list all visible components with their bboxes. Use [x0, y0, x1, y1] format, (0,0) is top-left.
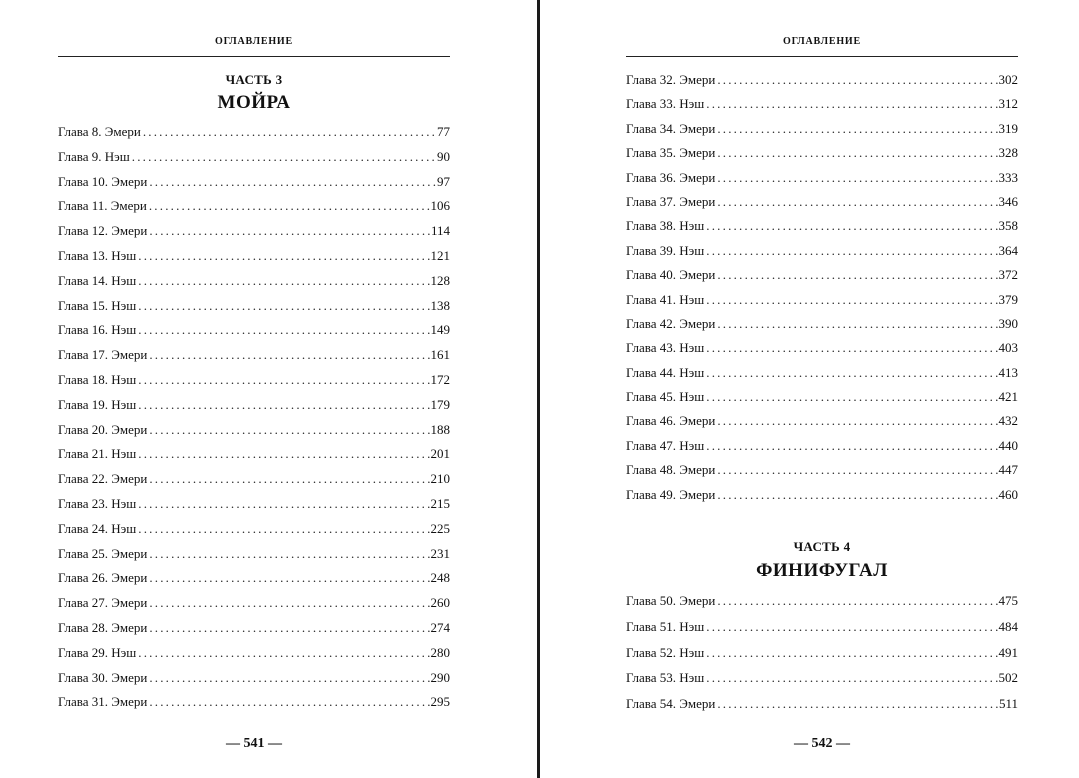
chapter-title: Глава 26. Эмери [58, 570, 148, 586]
chapter-page-number: 475 [998, 593, 1018, 608]
dot-leader [136, 442, 430, 467]
chapter-title: Глава 39. Нэш [626, 242, 705, 258]
chapter-page-number: 121 [430, 247, 450, 263]
toc-entry [58, 566, 450, 591]
chapter-title: Глава 12. Эмери [58, 223, 148, 239]
toc-entry [58, 418, 450, 443]
chapter-page-number: 346 [998, 193, 1018, 209]
chapter-page-number: 390 [998, 315, 1018, 331]
toc-entry [58, 467, 450, 492]
chapter-page-number: 403 [998, 340, 1018, 356]
dot-leader [715, 141, 998, 165]
chapter-title: Глава 37. Эмери [626, 193, 716, 209]
chapter-title: Глава 44. Нэш [626, 364, 705, 380]
chapter-title: Глава 29. Нэш [58, 644, 137, 660]
dot-leader [136, 318, 430, 343]
chapter-title: Глава 43. Нэш [626, 340, 705, 356]
part-label: ЧАСТЬ 4 [793, 539, 851, 554]
toc-list [626, 68, 1018, 507]
dot-leader [147, 170, 437, 195]
dot-leader [715, 166, 998, 190]
chapter-title: Глава 10. Эмери [58, 173, 148, 189]
chapter-title: Глава 35. Эмери [626, 145, 716, 161]
dot-leader [704, 288, 998, 312]
toc-entry [58, 517, 450, 542]
toc-entry [58, 219, 450, 244]
chapter-title: Глава 9. Нэш [58, 148, 130, 164]
toc-entry [58, 690, 450, 715]
chapter-title: Глава 11. Эмери [58, 198, 147, 214]
dot-leader [704, 336, 998, 360]
toc-entry [58, 591, 450, 616]
chapter-title: Глава 16. Нэш [58, 322, 137, 338]
chapter-title: Глава 19. Нэш [58, 396, 137, 412]
chapter-page-number: 280 [430, 644, 450, 660]
chapter-page-number: 295 [430, 694, 450, 710]
dot-leader [704, 361, 998, 385]
chapter-page-number: 290 [430, 669, 450, 685]
toc-entry [58, 616, 450, 641]
toc-entry [58, 170, 450, 195]
toc-entry [626, 288, 1018, 312]
dot-leader [704, 614, 998, 640]
toc-entry [626, 117, 1018, 141]
chapter-page-number: 210 [430, 471, 450, 487]
dot-leader [147, 542, 430, 567]
chapter-title: Глава 50. Эмери [626, 593, 716, 608]
chapter-title: Глава 23. Нэш [58, 495, 137, 511]
toc-entry [626, 409, 1018, 433]
toc-entry [58, 666, 450, 691]
chapter-page-number: 511 [998, 696, 1018, 712]
toc-entry [626, 312, 1018, 336]
header-rule [58, 56, 450, 57]
part-title: МОЙРА [217, 92, 291, 113]
dot-leader [147, 343, 430, 368]
chapter-page-number: 215 [430, 495, 450, 511]
dot-leader [136, 294, 430, 319]
toc-entry [626, 336, 1018, 360]
dot-leader [136, 393, 430, 418]
toc-list [58, 120, 450, 715]
chapter-page-number: 333 [998, 169, 1018, 185]
dot-leader [136, 269, 430, 294]
chapter-page-number: 432 [998, 413, 1018, 429]
toc-entry [626, 239, 1018, 263]
chapter-title: Глава 28. Эмери [58, 619, 148, 635]
chapter-title: Глава 40. Эмери [626, 267, 716, 283]
toc-entry [58, 343, 450, 368]
chapter-page-number: 106 [430, 198, 450, 214]
page-number: — 542 — [794, 736, 850, 751]
dot-leader [147, 418, 430, 443]
toc-entry [626, 190, 1018, 214]
toc-entry [58, 318, 450, 343]
chapter-title: Глава 18. Нэш [58, 371, 137, 387]
toc-entry [626, 166, 1018, 190]
chapter-title: Глава 51. Нэш [626, 618, 705, 634]
chapter-title: Глава 48. Эмери [626, 462, 716, 478]
chapter-page-number: 201 [430, 446, 450, 462]
chapter-title: Глава 13. Нэш [58, 247, 137, 263]
chapter-title: Глава 52. Нэш [626, 644, 705, 660]
dot-leader [715, 691, 999, 717]
chapter-page-number: 319 [998, 120, 1018, 136]
dot-leader [715, 68, 998, 92]
dot-leader [715, 409, 998, 433]
toc-entry [58, 120, 450, 145]
toc-entry [626, 92, 1018, 116]
chapter-title: Глава 27. Эмери [58, 595, 148, 611]
toc-entry [626, 141, 1018, 165]
toc-entry [626, 214, 1018, 238]
toc-entry [58, 492, 450, 517]
chapter-page-number: 260 [430, 595, 450, 611]
chapter-page-number: 491 [998, 644, 1018, 660]
chapter-title: Глава 17. Эмери [58, 347, 148, 363]
dot-leader [136, 492, 430, 517]
dot-leader [704, 434, 998, 458]
chapter-page-number: 328 [998, 145, 1018, 161]
chapter-title: Глава 32. Эмери [626, 72, 716, 87]
chapter-page-number: 225 [430, 520, 450, 536]
toc-entry [58, 194, 450, 219]
toc-entry [626, 434, 1018, 458]
chapter-title: Глава 22. Эмери [58, 471, 148, 487]
dot-leader [147, 566, 430, 591]
chapter-title: Глава 53. Нэш [626, 670, 705, 686]
dot-leader [147, 591, 430, 616]
toc-entry [58, 244, 450, 269]
chapter-title: Глава 46. Эмери [626, 413, 716, 429]
dot-leader [141, 120, 437, 145]
dot-leader [715, 312, 998, 336]
chapter-title: Глава 41. Нэш [626, 291, 705, 307]
dot-leader [704, 92, 998, 116]
dot-leader [147, 666, 430, 691]
chapter-page-number: 77 [437, 124, 450, 139]
dot-leader [704, 665, 998, 691]
dot-leader [715, 117, 998, 141]
dot-leader [147, 690, 430, 715]
chapter-title: Глава 20. Эмери [58, 421, 148, 437]
chapter-title: Глава 15. Нэш [58, 297, 137, 313]
chapter-title: Глава 45. Нэш [626, 389, 705, 405]
part-title: ФИНИФУГАЛ [756, 560, 888, 581]
part-label: ЧАСТЬ 3 [225, 72, 283, 87]
toc-entry [626, 263, 1018, 287]
chapter-title: Глава 49. Эмери [626, 486, 716, 502]
toc-entry [58, 442, 450, 467]
dot-leader [704, 214, 998, 238]
chapter-page-number: 97 [437, 173, 450, 189]
chapter-page-number: 161 [430, 347, 450, 363]
chapter-page-number: 447 [998, 462, 1018, 478]
toc-entry [58, 368, 450, 393]
dot-leader [147, 616, 430, 641]
chapter-page-number: 149 [430, 322, 450, 338]
chapter-page-number: 138 [430, 297, 450, 313]
chapter-page-number: 128 [430, 272, 450, 288]
toc-entry [626, 68, 1018, 92]
dot-leader [715, 190, 998, 214]
dot-leader [715, 588, 998, 614]
chapter-page-number: 179 [430, 396, 450, 412]
toc-entry [58, 641, 450, 666]
dot-leader [147, 194, 431, 219]
dot-leader [715, 483, 998, 507]
chapter-page-number: 440 [998, 437, 1018, 453]
toc-entry [626, 588, 1018, 614]
dot-leader [136, 244, 430, 269]
chapter-page-number: 421 [998, 389, 1018, 405]
chapter-title: Глава 34. Эмери [626, 120, 716, 136]
chapter-title: Глава 21. Нэш [58, 446, 137, 462]
chapter-title: Глава 14. Нэш [58, 272, 137, 288]
dot-leader [704, 385, 998, 409]
toc-entry [626, 361, 1018, 385]
chapter-page-number: 484 [998, 618, 1018, 634]
toc-list [626, 588, 1018, 717]
left-page [0, 0, 537, 778]
dot-leader [136, 368, 430, 393]
toc-entry [58, 542, 450, 567]
dot-leader [130, 145, 437, 170]
chapter-title: Глава 25. Эмери [58, 545, 148, 561]
chapter-title: Глава 24. Нэш [58, 520, 137, 536]
running-head: ОГЛАВЛЕНИЕ [215, 36, 293, 47]
chapter-page-number: 379 [998, 291, 1018, 307]
page-number: — 541 — [226, 736, 282, 751]
toc-entry [626, 614, 1018, 640]
dot-leader [704, 239, 998, 263]
chapter-title: Глава 47. Нэш [626, 437, 705, 453]
right-page [540, 0, 1079, 778]
chapter-page-number: 358 [998, 218, 1018, 234]
header-rule [626, 56, 1018, 57]
chapter-page-number: 248 [430, 570, 450, 586]
chapter-title: Глава 38. Нэш [626, 218, 705, 234]
chapter-page-number: 274 [430, 619, 450, 635]
chapter-page-number: 114 [430, 223, 450, 239]
toc-entry [58, 294, 450, 319]
toc-entry [626, 691, 1018, 717]
dot-leader [147, 219, 431, 244]
dot-leader [704, 640, 998, 666]
chapter-page-number: 372 [998, 267, 1018, 283]
dot-leader [715, 263, 998, 287]
chapter-title: Глава 8. Эмери [58, 124, 141, 139]
chapter-page-number: 364 [998, 242, 1018, 258]
toc-entry [626, 640, 1018, 666]
toc-entry [58, 269, 450, 294]
chapter-title: Глава 42. Эмери [626, 315, 716, 331]
dot-leader [715, 458, 998, 482]
dot-leader [147, 467, 430, 492]
chapter-page-number: 231 [430, 545, 450, 561]
chapter-title: Глава 36. Эмери [626, 169, 716, 185]
chapter-title: Глава 33. Нэш [626, 96, 705, 112]
chapter-page-number: 312 [998, 96, 1018, 112]
toc-entry [626, 385, 1018, 409]
chapter-title: Глава 31. Эмери [58, 694, 148, 710]
toc-entry [58, 393, 450, 418]
toc-entry [626, 665, 1018, 691]
chapter-title: Глава 30. Эмери [58, 669, 148, 685]
chapter-page-number: 90 [437, 148, 450, 164]
dot-leader [136, 641, 430, 666]
chapter-page-number: 460 [998, 486, 1018, 502]
chapter-page-number: 413 [998, 364, 1018, 380]
toc-entry [626, 458, 1018, 482]
dot-leader [136, 517, 430, 542]
chapter-page-number: 302 [998, 72, 1018, 87]
toc-entry [58, 145, 450, 170]
chapter-title: Глава 54. Эмери [626, 696, 716, 712]
chapter-page-number: 172 [430, 371, 450, 387]
running-head: ОГЛАВЛЕНИЕ [783, 36, 861, 47]
chapter-page-number: 502 [998, 670, 1018, 686]
chapter-page-number: 188 [430, 421, 450, 437]
toc-entry [626, 483, 1018, 507]
